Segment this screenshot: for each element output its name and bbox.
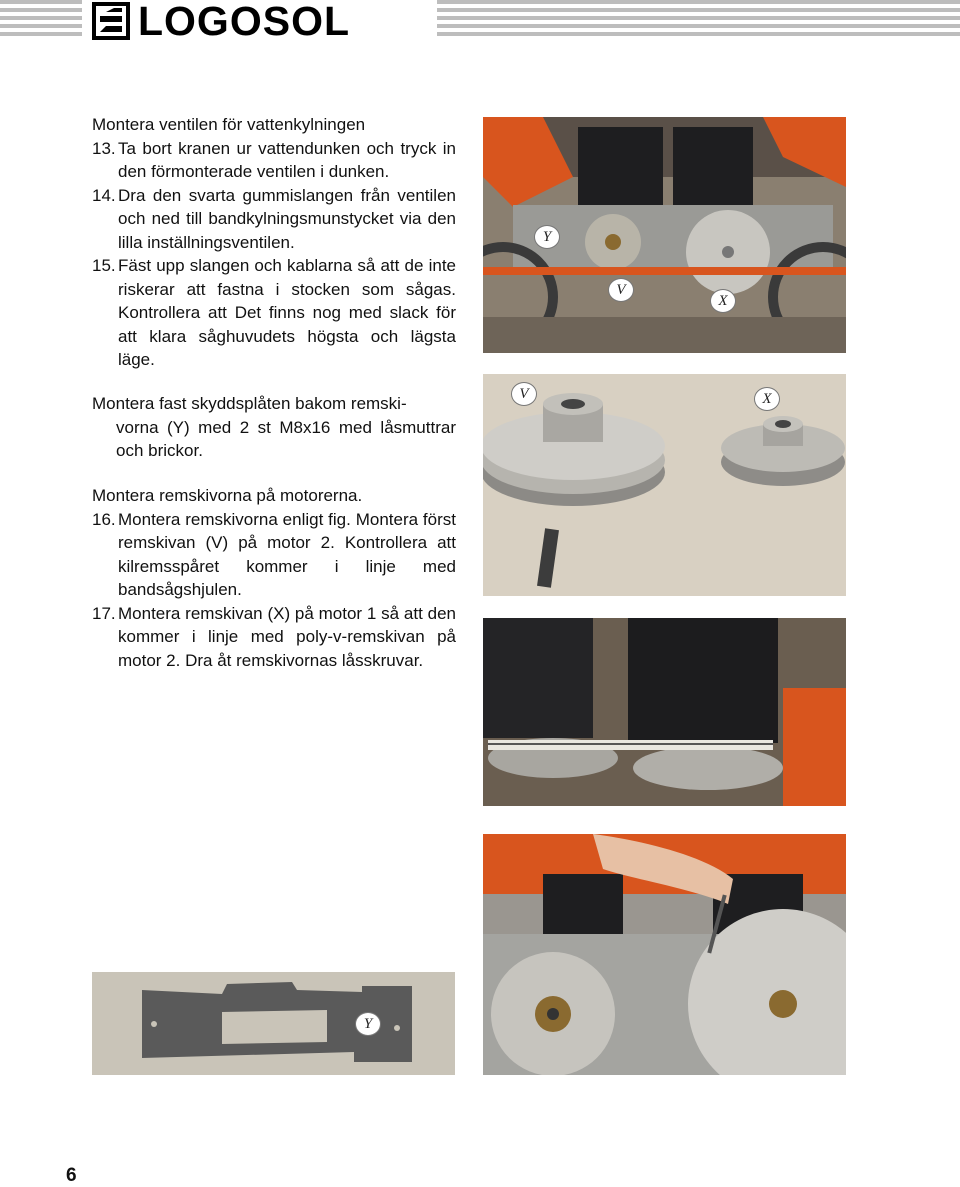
label-y: Y	[355, 1012, 381, 1036]
item-text: Montera remskivorna enligt fig. Montera först remskivan (V) på motor 2. Kontrollera att kilremsspåret kommer i linje med bandsågshjulen.	[118, 509, 456, 599]
photo-pulleys	[483, 374, 846, 596]
section-heading: Montera remskivorna på motorerna.	[92, 486, 363, 505]
section-heading: Montera ventilen för vattenkylningen	[92, 115, 366, 134]
label-y: Y	[534, 225, 560, 249]
brand-name: LOGOSOL	[138, 0, 350, 44]
item-number: 13.	[92, 138, 116, 158]
section-valve	[92, 113, 456, 372]
header-stripes-left	[0, 0, 82, 40]
logosol-mark-icon	[92, 2, 130, 40]
section-guard-plate	[92, 392, 456, 463]
page-number: 6	[66, 1165, 77, 1186]
item-text: Dra den svarta gummislangen från ventilen och ned till bandkylningsmunstycket via den lilla inställningsventilen.	[118, 185, 456, 252]
item-number: 17.	[92, 603, 116, 623]
label-v: V	[511, 382, 537, 406]
instruction-item	[92, 602, 456, 673]
label-x: X	[754, 387, 780, 411]
instruction-item	[92, 184, 456, 255]
page-header	[0, 0, 960, 44]
photo-motors-plate	[483, 117, 846, 353]
photo-alignment-ruler	[483, 618, 846, 806]
label-v: V	[608, 278, 634, 302]
item-text: Ta bort kranen ur vattendunken och tryck in den förmonterade ventilen i dunken.	[118, 138, 456, 181]
label-x: X	[710, 289, 736, 313]
instruction-item	[92, 254, 456, 372]
item-text: Montera remskivan (X) på motor 1 så att den kommer i linje med poly-v-remskivan på motor 2. Dra åt remskivornas låsskruvar.	[118, 603, 456, 670]
item-number: 15.	[92, 256, 116, 275]
photo-guard-plate	[92, 972, 455, 1075]
instruction-item	[92, 137, 456, 184]
paragraph-first-line: Montera fast skyddsplåten bakom remski-	[92, 394, 407, 413]
item-number: 14.	[92, 185, 116, 205]
section-pulleys	[92, 484, 456, 672]
item-number: 16.	[92, 509, 116, 529]
instruction-item	[92, 508, 456, 602]
logo	[92, 0, 350, 42]
header-stripes-right	[437, 0, 960, 40]
item-text: Fäst upp slangen och kablarna så att de inte riskerar att fastna i stocken som sågas. Kontrollera att Det finns nog med slack för att klara såghuvudets högsta och lägsta läge.	[118, 256, 456, 369]
paragraph-rest: vorna (Y) med 2 st M8x16 med låsmuttrar och brickor.	[116, 417, 456, 460]
photo-tightening	[483, 834, 846, 1075]
